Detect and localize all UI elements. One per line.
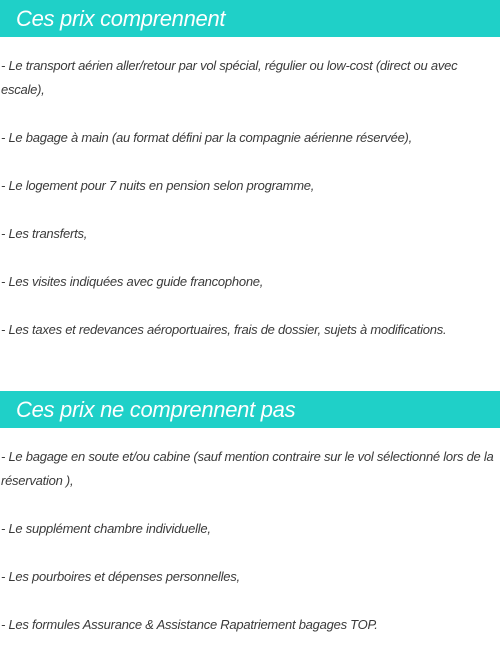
included-section-title: Ces prix comprennent: [0, 0, 500, 37]
included-item-air-transport: - Le transport aérien aller/retour par vol spécial, régulier ou low-cost (direct ou avec escale),: [1, 58, 458, 97]
excluded-item-tips-expenses: - Les pourboires et dépenses personnelles,: [1, 569, 240, 584]
included-item-taxes-fees: - Les taxes et redevances aéroportuaires, frais de dossier, sujets à modifications.: [1, 322, 447, 337]
excluded-item-hold-luggage: - Le bagage en soute et/ou cabine (sauf mention contraire sur le vol sélectionné lors de la réservation ),: [1, 449, 494, 488]
included-item-transfers: - Les transferts,: [1, 226, 88, 241]
included-item-guided-visits: - Les visites indiquées avec guide francophone,: [1, 274, 264, 289]
included-item-hand-luggage: - Le bagage à main (au format défini par la compagnie aérienne réservée),: [1, 130, 412, 145]
excluded-item-single-room: - Le supplément chambre individuelle,: [1, 521, 211, 536]
included-item-lodging: - Le logement pour 7 nuits en pension selon programme,: [1, 178, 315, 193]
excluded-section-title: Ces prix ne comprennent pas: [0, 391, 500, 428]
excluded-item-insurance: - Les formules Assurance & Assistance Rapatriement bagages TOP.: [1, 617, 378, 632]
